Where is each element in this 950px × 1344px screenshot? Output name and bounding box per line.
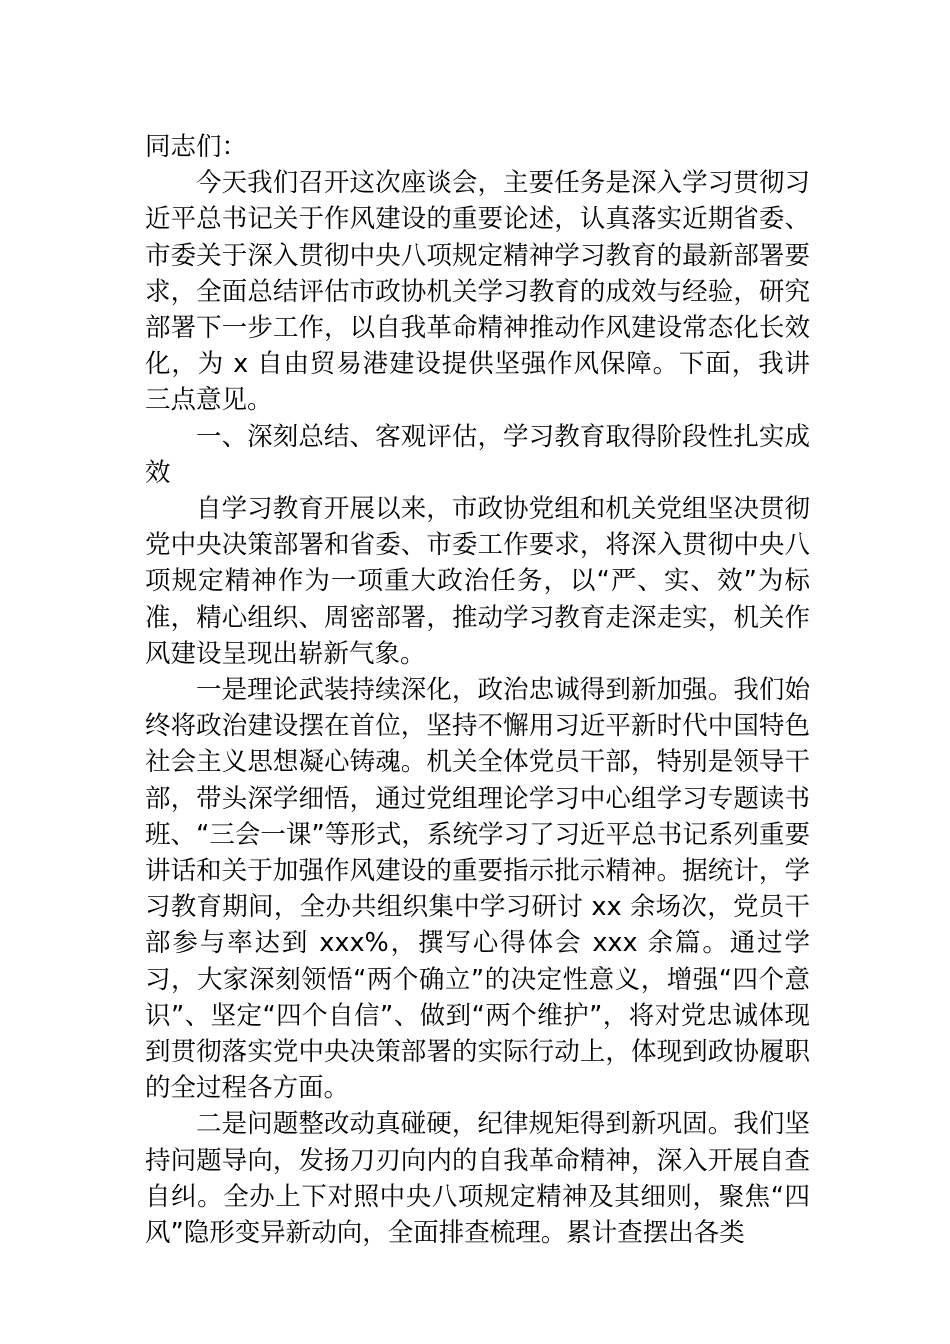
paragraph-point-2: 二是问题整改动真碰硬，纪律规矩得到新巩固。我们坚持问题导向，发扬刀刃向内的自我革命精神，深入开展自查自纠。全办上下对照中央八项规定精神及其细则，聚焦“四风”隐形变异新动向，全面排查梳理。累计查摆出各类	[145, 1109, 810, 1249]
document-body	[145, 129, 810, 1251]
section-heading-1: 一、深刻总结、客观评估，学习教育取得阶段性扎实成效	[145, 421, 810, 488]
salutation: 同志们：	[145, 132, 248, 162]
paragraph-intro: 今天我们召开这次座谈会，主要任务是深入学习贯彻习近平总书记关于作风建设的重要论述，认真落实近期省委、市委关于深入贯彻中央八项规定精神学习教育的最新部署要求，全面总结评估市政协机关学习教育的成效与经验，研究部署下一步工作，以自我革命精神推动作风建设常态化长效化，为 x 自由贸易港建设提供坚强作风保障。下面，我讲三点意见。	[145, 168, 810, 416]
paragraph-point-1: 一是理论武装持续深化，政治忠诚得到新加强。我们始终将政治建设摆在首位，坚持不懈用习近平新时代中国特色社会主义思想凝心铸魂。机关全体党员干部，特别是领导干部，带头深学细悟，通过党组理论学习中心组学习专题读书班、“三会一课”等形式，系统学习了习近平总书记系列重要讲话和关于加强作风建设的重要指示批示精神。据统计，学习教育期间，全办共组织集中学习研讨 xx 余场次，党员干部参与率达到 xxx%，撰写心得体会 xxx 余篇。通过学习，大家深刻领悟“两个确立”的决定性意义，增强“四个意识”、坚定“四个自信”、做到“两个维护”，将对党忠诚体现到贯彻落实党中央决策部署的实际行动上，体现到政协履职的全过程各方面。	[145, 675, 810, 1104]
paragraph-section-1-overview: 自学习教育开展以来，市政协党组和机关党组坚决贯彻党中央决策部署和省委、市委工作要求，将深入贯彻中央八项规定精神作为一项重大政治任务，以“严、实、效”为标准，精心组织、周密部署，推动学习教育走深走实，机关作风建设呈现出崭新气象。	[145, 494, 810, 669]
